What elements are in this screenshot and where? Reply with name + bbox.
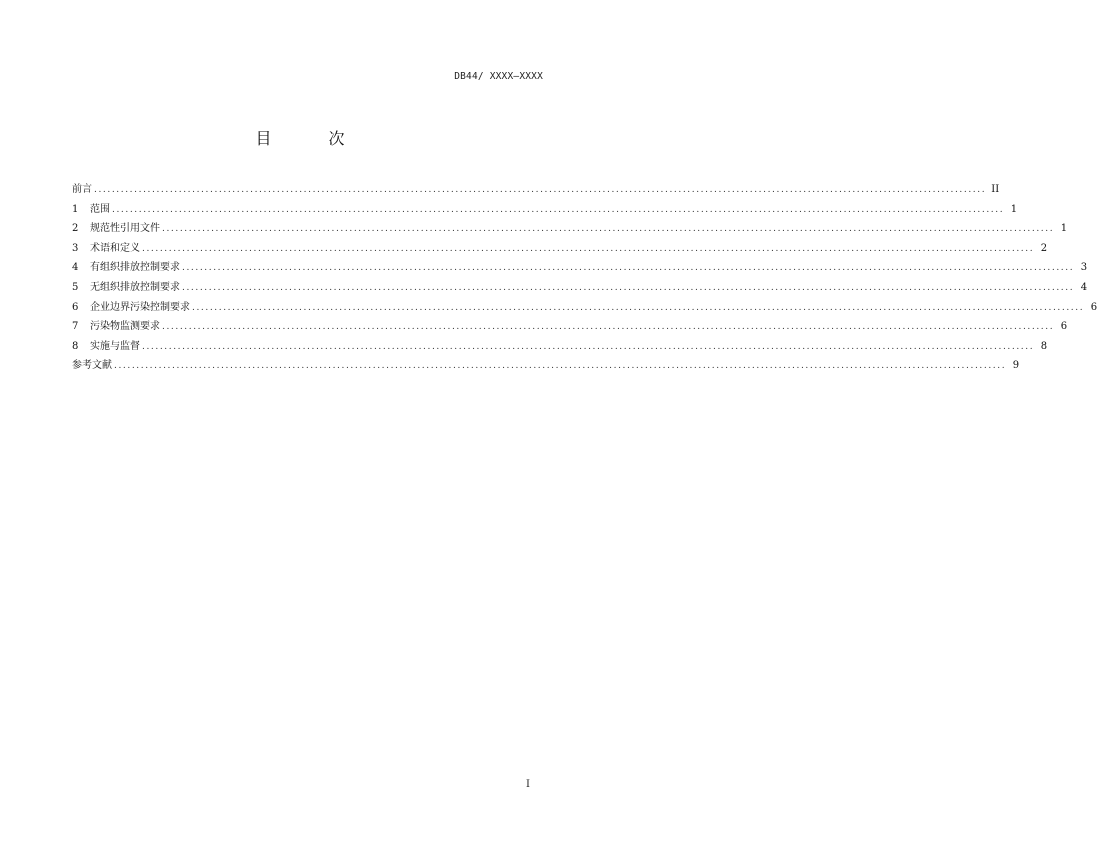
toc-leader-dots: ........................................................................................................................................................................................................ (182, 263, 1075, 274)
toc-entry-organized-emission[interactable] (72, 258, 1088, 278)
toc-entry-label: 有组织排放控制要求 (90, 262, 180, 274)
toc-entry-terms-definitions[interactable] (72, 239, 1048, 259)
toc-entry-scope[interactable] (72, 200, 1018, 220)
toc-entry-implementation[interactable] (72, 337, 1048, 357)
toc-entry-fugitive-emission[interactable] (72, 278, 1088, 298)
toc-entry-label: 无组织排放控制要求 (90, 281, 180, 293)
toc-leader-dots: ........................................................................................................................................................................................................ (142, 341, 1035, 352)
toc-entry-number: 6 (72, 301, 79, 313)
table-of-contents (72, 180, 1097, 376)
toc-leader-dots: ........................................................................................................................................................................................................ (112, 204, 1005, 215)
toc-entry-page: 6 (1090, 301, 1097, 313)
toc-entry-page: 1 (1010, 203, 1018, 215)
toc-entry-label: 企业边界污染控制要求 (90, 301, 190, 313)
toc-leader-dots: ........................................................................................................................................................................................................ (162, 322, 1055, 333)
toc-entry-normative-references[interactable] (72, 219, 1068, 239)
document-code: DB44/ XXXX—XXXX (454, 71, 543, 82)
page-number: I (526, 779, 530, 790)
toc-entry-page: II (991, 184, 1000, 195)
toc-entry-number: 5 (72, 281, 79, 293)
toc-title: 目 次 (255, 129, 371, 148)
toc-entry-foreword[interactable] (72, 180, 1000, 200)
toc-entry-boundary-pollution[interactable] (72, 298, 1097, 318)
toc-entry-label: 术语和定义 (90, 242, 140, 254)
toc-entry-page: 9 (1012, 360, 1020, 372)
toc-entry-label: 规范性引用文件 (90, 223, 160, 235)
toc-entry-bibliography[interactable] (72, 356, 1020, 376)
toc-entry-number: 7 (72, 321, 79, 333)
toc-entry-label: 参考文献 (72, 360, 112, 372)
toc-entry-page: 6 (1060, 321, 1068, 333)
toc-entry-number: 8 (72, 340, 79, 352)
toc-leader-dots: ........................................................................................................................................................................................................ (142, 243, 1035, 254)
toc-leader-dots: ........................................................................................................................................................................................................ (114, 361, 1007, 372)
toc-entry-page: 8 (1040, 340, 1048, 352)
toc-entry-number: 4 (72, 262, 79, 274)
toc-entry-number: 2 (72, 223, 79, 235)
toc-leader-dots: ........................................................................................................................................................................................................ (192, 302, 1085, 313)
toc-entry-label: 范围 (90, 203, 110, 215)
toc-entry-number: 3 (72, 242, 79, 254)
toc-entry-page: 3 (1080, 262, 1088, 274)
toc-entry-label: 污染物监测要求 (90, 321, 160, 333)
toc-entry-monitoring[interactable] (72, 317, 1068, 337)
toc-entry-number: 1 (72, 203, 79, 215)
toc-entry-label: 前言 (72, 184, 92, 195)
toc-entry-label: 实施与监督 (90, 340, 140, 352)
toc-entry-page: 1 (1060, 223, 1068, 235)
toc-leader-dots: ........................................................................................................................................................................................................ (182, 282, 1075, 293)
toc-entry-page: 2 (1040, 242, 1048, 254)
toc-leader-dots: ........................................................................................................................................................................................................ (94, 185, 987, 195)
toc-leader-dots: ........................................................................................................................................................................................................ (162, 224, 1055, 235)
toc-entry-page: 4 (1080, 281, 1088, 293)
